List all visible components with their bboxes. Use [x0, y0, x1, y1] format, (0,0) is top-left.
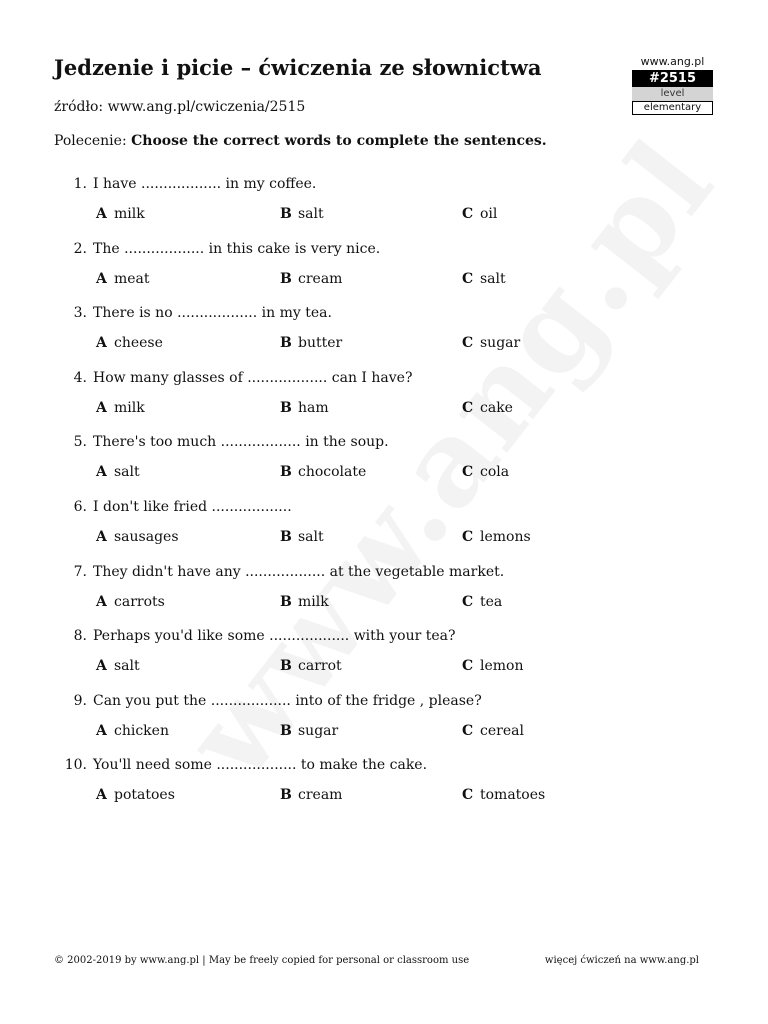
- question-number: 6.: [73, 498, 87, 515]
- option-text: butter: [298, 335, 343, 352]
- question-list: [0, 176, 768, 822]
- answer-option: [280, 723, 338, 739]
- question-number: 3.: [73, 305, 87, 322]
- option-text: sugar: [480, 335, 521, 352]
- option-text: meat: [114, 270, 150, 287]
- option-letter: C: [462, 270, 474, 287]
- answer-option: [462, 529, 531, 545]
- answer-option: [280, 335, 342, 351]
- option-letter: C: [462, 206, 474, 222]
- answer-option: [96, 400, 145, 416]
- answer-option: [462, 723, 524, 739]
- question-item: [0, 564, 768, 629]
- question-item: [0, 757, 768, 822]
- option-letter: A: [96, 722, 107, 739]
- option-text: tea: [480, 593, 503, 610]
- option-letter: C: [462, 464, 474, 481]
- option-letter: A: [96, 206, 107, 222]
- option-letter: C: [462, 399, 474, 416]
- option-text: cereal: [480, 722, 524, 739]
- option-letter: C: [462, 787, 474, 804]
- answer-option: [462, 206, 497, 222]
- option-letter: B: [280, 206, 292, 222]
- option-text: milk: [298, 593, 329, 610]
- option-letter: B: [280, 528, 292, 545]
- option-letter: A: [96, 399, 107, 416]
- footer-more-link: więcej ćwiczeń na www.ang.pl: [544, 955, 699, 966]
- option-text: cream: [298, 787, 343, 804]
- option-text: salt: [298, 528, 324, 545]
- answer-option: [96, 464, 140, 480]
- option-text: milk: [114, 206, 145, 222]
- option-text: lemons: [480, 528, 531, 545]
- option-letter: B: [280, 658, 292, 675]
- option-letter: C: [462, 528, 474, 545]
- question-text: I don't like fried ..................: [93, 498, 292, 515]
- answer-option: [96, 529, 179, 545]
- option-letter: A: [96, 787, 107, 804]
- option-letter: A: [96, 335, 107, 352]
- option-letter: A: [96, 528, 107, 545]
- question-number: 5.: [73, 434, 87, 451]
- question-text: Can you put the .................. into of the fridge , please?: [93, 692, 482, 709]
- answer-option: [462, 400, 513, 416]
- question-item: [0, 370, 768, 435]
- option-letter: C: [462, 593, 474, 610]
- answer-option: [96, 271, 150, 287]
- question-text: There is no .................. in my tea.: [93, 305, 332, 322]
- option-letter: B: [280, 593, 292, 610]
- answer-option: [96, 335, 163, 351]
- answer-option: [96, 787, 175, 803]
- question-text: The .................. in this cake is very nice.: [93, 240, 381, 257]
- option-letter: C: [462, 658, 474, 675]
- question-number: 2.: [73, 240, 87, 257]
- instruction-label: Polecenie:: [54, 133, 127, 149]
- option-text: salt: [298, 206, 324, 222]
- option-letter: A: [96, 658, 107, 675]
- answer-option: [96, 723, 169, 739]
- option-text: chocolate: [298, 464, 367, 481]
- question-item: [0, 693, 768, 758]
- answer-option: [280, 658, 342, 674]
- answer-option: [280, 529, 324, 545]
- option-letter: B: [280, 335, 292, 352]
- option-text: cheese: [114, 335, 163, 352]
- answer-option: [96, 658, 140, 674]
- option-text: salt: [480, 270, 506, 287]
- answer-option: [280, 271, 342, 287]
- badge-site: www.ang.pl: [640, 55, 705, 68]
- question-number: 10.: [64, 757, 87, 774]
- question-number: 7.: [73, 563, 87, 580]
- question-item: [0, 176, 768, 241]
- answer-option: [462, 594, 502, 610]
- option-text: salt: [114, 658, 140, 675]
- option-text: tomatoes: [480, 787, 546, 804]
- question-text: I have .................. in my coffee.: [93, 176, 317, 192]
- instruction: [54, 133, 547, 149]
- answer-option: [462, 335, 520, 351]
- question-number: 8.: [73, 628, 87, 645]
- option-text: oil: [480, 206, 498, 222]
- question-text: There's too much .................. in the soup.: [93, 434, 389, 451]
- option-letter: B: [280, 722, 292, 739]
- answer-option: [280, 787, 342, 803]
- source-line: źródło: www.ang.pl/cwiczenia/2515: [54, 99, 306, 115]
- option-letter: A: [96, 270, 107, 287]
- option-text: potatoes: [114, 787, 175, 804]
- answer-option: [462, 271, 506, 287]
- option-text: milk: [114, 399, 145, 416]
- question-number: 4.: [73, 369, 87, 386]
- option-letter: A: [96, 464, 107, 481]
- question-item: [0, 628, 768, 693]
- option-text: carrot: [298, 658, 342, 675]
- question-number: 1.: [73, 176, 87, 192]
- option-text: cola: [480, 464, 510, 481]
- page-title: Jedzenie i picie – ćwiczenia ze słownictwa: [54, 55, 542, 80]
- option-letter: C: [462, 335, 474, 352]
- answer-option: [280, 400, 329, 416]
- badge-number: #2515: [632, 70, 713, 87]
- answer-option: [280, 594, 329, 610]
- answer-option: [280, 206, 324, 222]
- question-item: [0, 241, 768, 306]
- option-letter: B: [280, 270, 292, 287]
- option-text: cream: [298, 270, 343, 287]
- badge-level-label: level: [632, 87, 713, 101]
- question-text: How many glasses of .................. can I have?: [93, 369, 413, 386]
- option-letter: B: [280, 787, 292, 804]
- instruction-text: Choose the correct words to complete the sentences.: [131, 133, 547, 149]
- option-text: lemon: [480, 658, 524, 675]
- badge-level-value: elementary: [632, 101, 713, 115]
- answer-option: [462, 464, 509, 480]
- question-item: [0, 499, 768, 564]
- option-letter: A: [96, 593, 107, 610]
- option-text: sausages: [114, 528, 179, 545]
- question-item: [0, 305, 768, 370]
- option-text: ham: [298, 399, 329, 416]
- answer-option: [96, 206, 145, 222]
- option-letter: B: [280, 464, 292, 481]
- footer-copyright: © 2002-2019 by www.ang.pl | May be freely copied for personal or classroom use: [54, 955, 470, 966]
- question-number: 9.: [73, 692, 87, 709]
- question-text: Perhaps you'd like some .................. with your tea?: [93, 628, 456, 645]
- question-item: [0, 434, 768, 499]
- question-text: You'll need some .................. to make the cake.: [93, 757, 428, 774]
- option-text: cake: [480, 399, 513, 416]
- option-text: sugar: [298, 722, 339, 739]
- answer-option: [462, 787, 545, 803]
- option-text: chicken: [114, 722, 169, 739]
- answer-option: [462, 658, 523, 674]
- option-text: carrots: [114, 593, 165, 610]
- question-text: They didn't have any .................. at the vegetable market.: [93, 563, 505, 580]
- option-letter: C: [462, 722, 474, 739]
- exercise-badge: [632, 54, 713, 115]
- answer-option: [280, 464, 366, 480]
- option-letter: B: [280, 399, 292, 416]
- option-text: salt: [114, 464, 140, 481]
- answer-option: [96, 594, 165, 610]
